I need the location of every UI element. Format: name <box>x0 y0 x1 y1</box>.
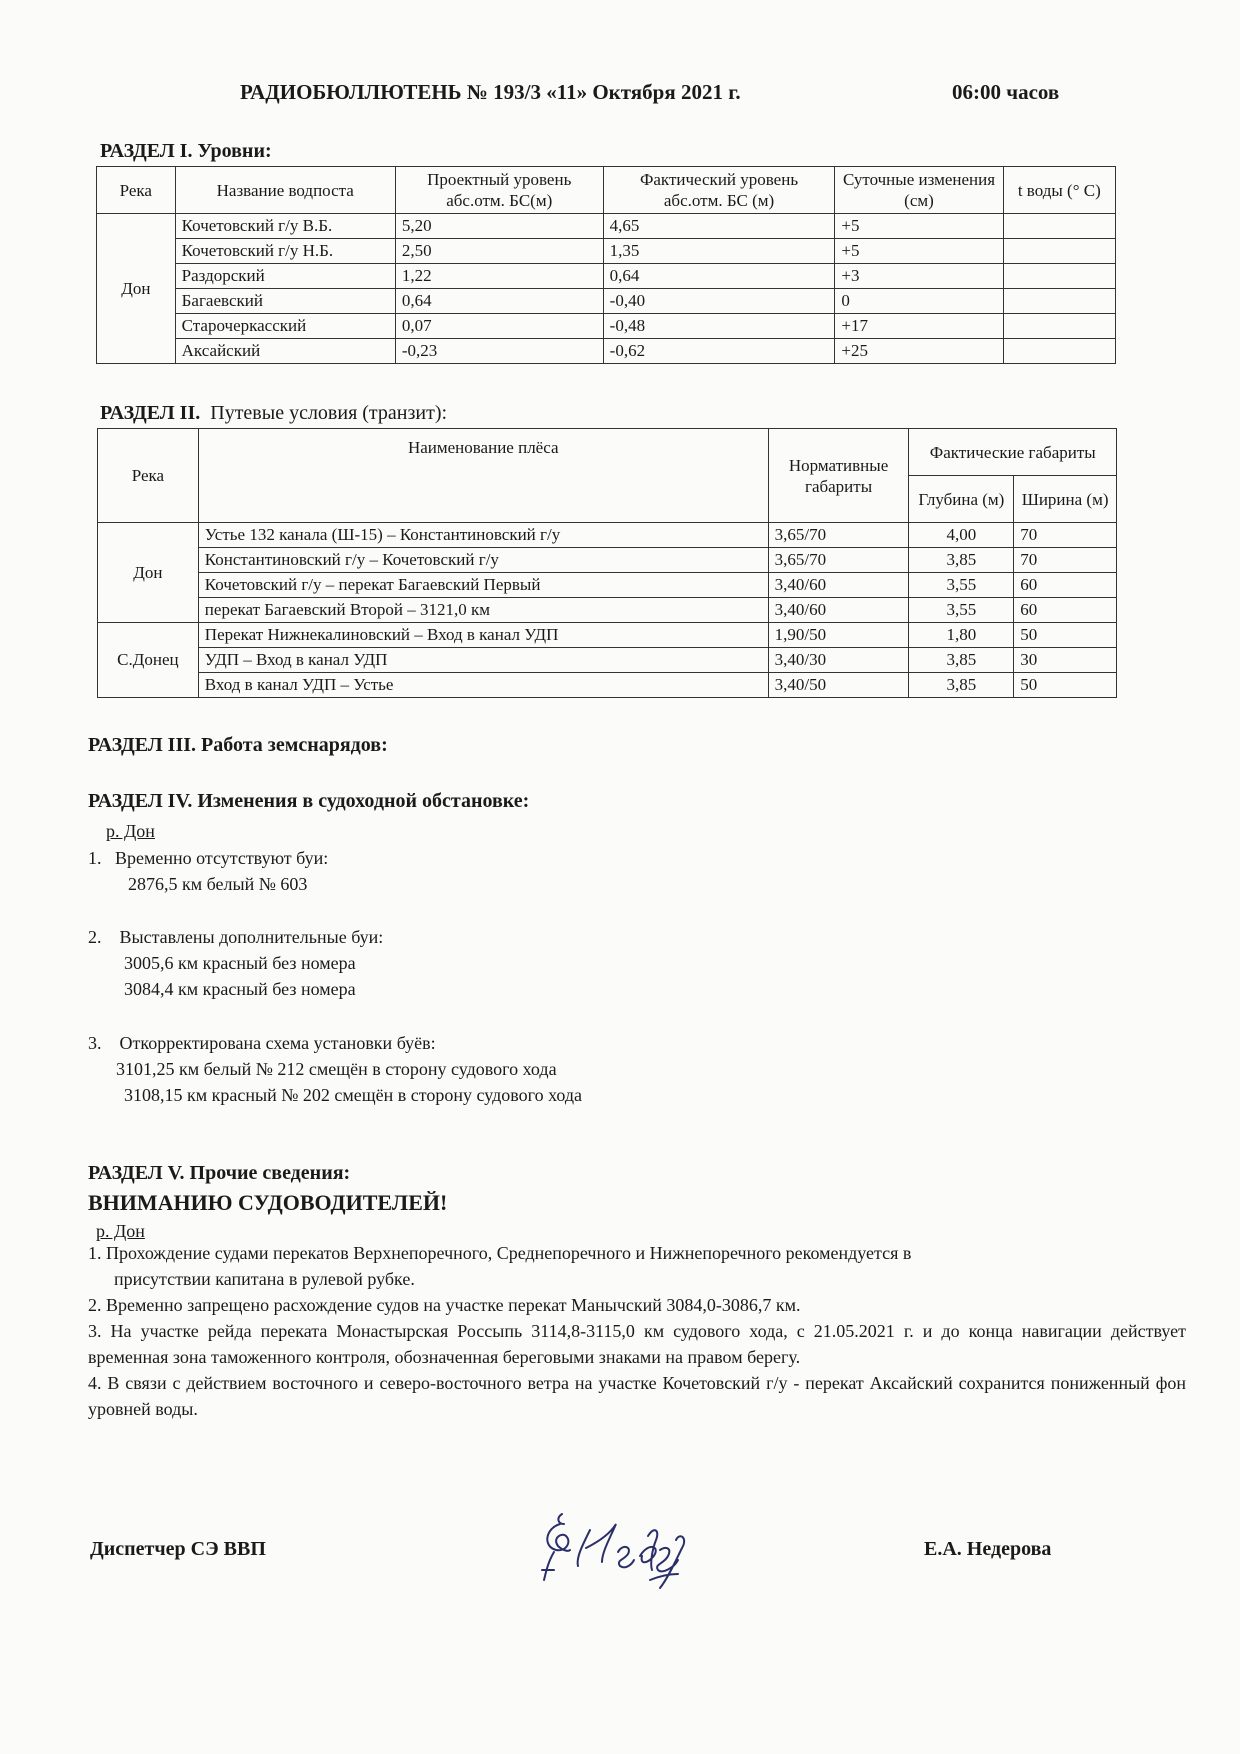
section5-body <box>88 1240 1186 1422</box>
levels-table-row <box>97 289 1116 314</box>
reach-cell: Константиновский г/у – Кочетовский г/у <box>198 548 768 573</box>
levels-table-row <box>97 264 1116 289</box>
project-level-cell: 0,64 <box>395 289 603 314</box>
daily-change-cell: 0 <box>835 289 1003 314</box>
width-cell: 70 <box>1014 548 1117 573</box>
item-line: 3084,4 км красный без номера <box>124 979 356 999</box>
note-2: 2. Временно запрещено расхождение судов на участке перекат Манычский 3084,0-3086,7 км. <box>88 1295 801 1315</box>
item-line: 3108,15 км красный № 202 смещён в сторону судового хода <box>124 1085 583 1105</box>
col-depth: Глубина (м) <box>909 476 1014 523</box>
normative-cell: 3,40/60 <box>768 573 909 598</box>
section2-title-bold: РАЗДЕЛ II. <box>100 402 201 424</box>
section5-river: р. Дон <box>96 1221 145 1241</box>
actual-level-cell: -0,40 <box>603 289 835 314</box>
post-cell: Старочеркасский <box>175 314 395 339</box>
col-post: Название водпоста <box>175 167 395 214</box>
post-cell: Багаевский <box>175 289 395 314</box>
river-cell: С.Донец <box>98 623 199 698</box>
water-temp-cell <box>1003 289 1115 314</box>
item-heading: Временно отсутствуют буи: <box>115 848 329 868</box>
col-project-level: Проектный уровень абс.отм. БС(м) <box>395 167 603 214</box>
width-cell: 60 <box>1014 573 1117 598</box>
section3-title: РАЗДЕЛ III. Работа земснарядов: <box>88 734 388 756</box>
handwritten-signature <box>520 1500 720 1610</box>
item-heading: Откорректирована схема установки буёв: <box>119 1033 436 1053</box>
route-table-row <box>98 523 1117 548</box>
normative-cell: 1,90/50 <box>768 623 909 648</box>
width-cell: 50 <box>1014 623 1117 648</box>
depth-cell: 3,85 <box>909 648 1014 673</box>
item-line: 2876,5 км белый № 603 <box>128 874 308 894</box>
project-level-cell: -0,23 <box>395 339 603 364</box>
actual-level-cell: 4,65 <box>603 214 835 239</box>
normative-cell: 3,40/30 <box>768 648 909 673</box>
normative-cell: 3,65/70 <box>768 523 909 548</box>
item-number: 2. <box>88 927 102 947</box>
project-level-cell: 1,22 <box>395 264 603 289</box>
post-cell: Кочетовский г/у Н.Б. <box>175 239 395 264</box>
daily-change-cell: +17 <box>835 314 1003 339</box>
col-water-temp: t воды (° С) <box>1003 167 1115 214</box>
col-reach: Наименование плёса <box>198 429 768 523</box>
levels-table-row <box>97 339 1116 364</box>
daily-change-cell: +3 <box>835 264 1003 289</box>
item-heading: Выставлены дополнительные буи: <box>119 927 384 947</box>
post-cell: Кочетовский г/у В.Б. <box>175 214 395 239</box>
actual-level-cell: -0,62 <box>603 339 835 364</box>
levels-table-row <box>97 314 1116 339</box>
water-temp-cell <box>1003 214 1115 239</box>
col-river: Река <box>97 167 176 214</box>
project-level-cell: 5,20 <box>395 214 603 239</box>
levels-table-row <box>97 239 1116 264</box>
route-table-row <box>98 548 1117 573</box>
route-table-row <box>98 623 1117 648</box>
note-1: 1. Прохождение судами перекатов Верхнепоречного, Среднепоречного и Нижнепоречного рекомендуется в <box>88 1243 912 1263</box>
col-river2: Река <box>98 429 199 523</box>
note-1-cont: присутствии капитана в рулевой рубке. <box>114 1269 415 1289</box>
depth-cell: 1,80 <box>909 623 1014 648</box>
reach-cell: УДП – Вход в канал УДП <box>198 648 768 673</box>
dispatcher-name: Е.А. Недерова <box>924 1538 1052 1560</box>
project-level-cell: 2,50 <box>395 239 603 264</box>
width-cell: 30 <box>1014 648 1117 673</box>
item-number: 3. <box>88 1033 102 1053</box>
post-cell: Раздорский <box>175 264 395 289</box>
reach-cell: Вход в канал УДП – Устье <box>198 673 768 698</box>
section2-title <box>100 402 447 425</box>
col-actual-level: Фактический уровень абс.отм. БС (м) <box>603 167 835 214</box>
col-normative: Нормативные габариты <box>768 429 909 523</box>
width-cell: 50 <box>1014 673 1117 698</box>
reach-cell: Перекат Нижнекалиновский – Вход в канал УДП <box>198 623 768 648</box>
daily-change-cell: +25 <box>835 339 1003 364</box>
water-temp-cell <box>1003 264 1115 289</box>
depth-cell: 4,00 <box>909 523 1014 548</box>
section4-title: РАЗДЕЛ IV. Изменения в судоходной обстановке: <box>88 790 530 812</box>
normative-cell: 3,40/50 <box>768 673 909 698</box>
actual-level-cell: 0,64 <box>603 264 835 289</box>
depth-cell: 3,85 <box>909 673 1014 698</box>
daily-change-cell: +5 <box>835 214 1003 239</box>
route-table-row <box>98 673 1117 698</box>
normative-cell: 3,40/60 <box>768 598 909 623</box>
actual-level-cell: 1,35 <box>603 239 835 264</box>
depth-cell: 3,85 <box>909 548 1014 573</box>
width-cell: 60 <box>1014 598 1117 623</box>
levels-table-row <box>97 214 1116 239</box>
route-table-header-row1 <box>98 429 1117 476</box>
levels-table <box>96 166 1116 364</box>
col-width: Ширина (м) <box>1014 476 1117 523</box>
bulletin-time: 06:00 часов <box>952 80 1060 104</box>
route-conditions-table <box>97 428 1117 698</box>
note-3: 3. На участке рейда переката Монастырская Россыпь 3114,8-3115,0 км судового хода, с 21.05.2021 г. и до конца навигации действует временная зона таможенного контроля, обозначенная береговыми знаками на правом берегу. <box>88 1321 1186 1367</box>
river-cell: Дон <box>98 523 199 623</box>
route-table-row <box>98 648 1117 673</box>
post-cell: Аксайский <box>175 339 395 364</box>
section1-title: РАЗДЕЛ I. Уровни: <box>100 140 272 162</box>
reach-cell: Устье 132 канала (Ш-15) – Константиновский г/у <box>198 523 768 548</box>
note-4: 4. В связи с действием восточного и северо-восточного ветра на участке Кочетовский г/у - перекат Аксайский сохранится пониженный фон уровней воды. <box>88 1373 1186 1419</box>
reach-cell: перекат Багаевский Второй – 3121,0 км <box>198 598 768 623</box>
section2-title-rest: Путевые условия (транзит): <box>210 402 448 424</box>
item-number: 1. <box>88 848 102 868</box>
water-temp-cell <box>1003 314 1115 339</box>
route-table-row <box>98 573 1117 598</box>
daily-change-cell: +5 <box>835 239 1003 264</box>
water-temp-cell <box>1003 339 1115 364</box>
actual-level-cell: -0,48 <box>603 314 835 339</box>
dispatcher-label: Диспетчер СЭ ВВП <box>90 1538 266 1560</box>
bulletin-title: РАДИОБЮЛЛЮТЕНЬ № 193/3 «11» Октября 2021 г. <box>240 80 741 104</box>
project-level-cell: 0,07 <box>395 314 603 339</box>
width-cell: 70 <box>1014 523 1117 548</box>
col-actual-dims: Фактические габариты <box>909 429 1117 476</box>
section5-subtitle: ВНИМАНИЮ СУДОВОДИТЕЛЕЙ! <box>88 1190 448 1215</box>
section4-item-2 <box>88 924 383 950</box>
normative-cell: 3,65/70 <box>768 548 909 573</box>
item-line: 3005,6 км красный без номера <box>124 953 356 973</box>
section4-item-3 <box>88 1030 436 1056</box>
reach-cell: Кочетовский г/у – перекат Багаевский Первый <box>198 573 768 598</box>
water-temp-cell <box>1003 239 1115 264</box>
item-line: 3101,25 км белый № 212 смещён в сторону судового хода <box>116 1059 557 1079</box>
col-daily-change: Суточные изменения (см) <box>835 167 1003 214</box>
depth-cell: 3,55 <box>909 598 1014 623</box>
depth-cell: 3,55 <box>909 573 1014 598</box>
section4-river: р. Дон <box>106 821 155 841</box>
levels-table-header <box>97 167 1116 214</box>
section5-title: РАЗДЕЛ V. Прочие сведения: <box>88 1162 351 1184</box>
river-cell: Дон <box>97 214 176 364</box>
route-table-row <box>98 598 1117 623</box>
section4-item-1 <box>88 845 328 871</box>
